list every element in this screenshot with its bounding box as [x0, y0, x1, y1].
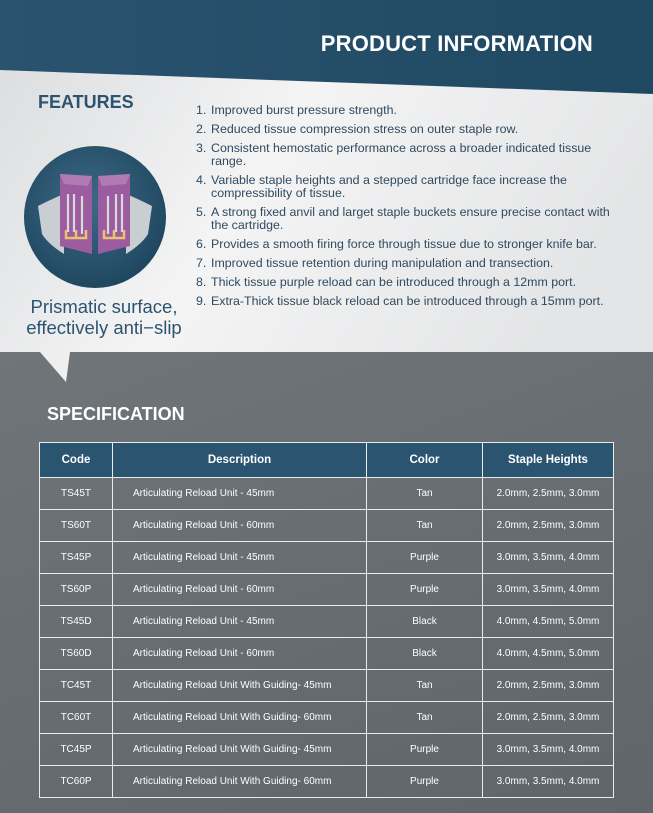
- feature-item: [196, 206, 626, 232]
- table-row: [40, 542, 614, 574]
- feature-item: [196, 174, 626, 200]
- feature-text: Provides a smooth firing force through tissue due to stronger knife bar.: [211, 237, 597, 251]
- table-row: [40, 574, 614, 606]
- features-caption: [14, 296, 194, 338]
- code-cell: TS45D: [40, 606, 113, 638]
- color-cell: Tan: [367, 510, 483, 542]
- feature-text: A strong fixed anvil and larget staple buckets ensure precise contact with the cartridge.: [211, 205, 610, 232]
- color-cell: Purple: [367, 574, 483, 606]
- staple-heights-cell: 3.0mm, 3.5mm, 4.0mm: [483, 766, 614, 798]
- color-cell: Tan: [367, 670, 483, 702]
- staple-heights-cell: 3.0mm, 3.5mm, 4.0mm: [483, 574, 614, 606]
- features-heading: FEATURES: [38, 92, 134, 112]
- table-row: [40, 638, 614, 670]
- feature-item: [196, 104, 626, 117]
- feature-item: [196, 123, 626, 136]
- feature-number: 6.: [196, 237, 207, 251]
- staple-heights-cell: 4.0mm, 4.5mm, 5.0mm: [483, 606, 614, 638]
- code-cell: TC60P: [40, 766, 113, 798]
- code-cell: TS45T: [40, 478, 113, 510]
- staple-heights-cell: 4.0mm, 4.5mm, 5.0mm: [483, 638, 614, 670]
- table-row: [40, 702, 614, 734]
- staple-heights-cell: 3.0mm, 3.5mm, 4.0mm: [483, 734, 614, 766]
- color-cell: Tan: [367, 478, 483, 510]
- staple-heights-cell: 3.0mm, 3.5mm, 4.0mm: [483, 542, 614, 574]
- feature-number: 9.: [196, 294, 207, 308]
- table-row: [40, 606, 614, 638]
- description-cell: Articulating Reload Unit - 45mm: [113, 606, 367, 638]
- feature-item: [196, 142, 626, 168]
- feature-number: 7.: [196, 256, 207, 270]
- feature-number: 2.: [196, 122, 207, 136]
- description-cell: Articulating Reload Unit - 60mm: [113, 510, 367, 542]
- table-row: [40, 670, 614, 702]
- feature-item: [196, 295, 626, 308]
- feature-number: 3.: [196, 141, 207, 155]
- description-cell: Articulating Reload Unit With Guiding- 60mm: [113, 702, 367, 734]
- description-cell: Articulating Reload Unit With Guiding- 45mm: [113, 670, 367, 702]
- description-cell: Articulating Reload Unit - 60mm: [113, 574, 367, 606]
- feature-number: 8.: [196, 275, 207, 289]
- table-row: [40, 766, 614, 798]
- description-cell: Articulating Reload Unit - 45mm: [113, 478, 367, 510]
- feature-text: Reduced tissue compression stress on outer staple row.: [211, 122, 519, 136]
- table-header-row: [40, 443, 614, 478]
- description-cell: Articulating Reload Unit With Guiding- 60mm: [113, 766, 367, 798]
- description-cell: Articulating Reload Unit - 60mm: [113, 638, 367, 670]
- feature-text: Thick tissue purple reload can be introduced through a 12mm port.: [211, 275, 577, 289]
- staple-heights-cell: 2.0mm, 2.5mm, 3.0mm: [483, 670, 614, 702]
- table-row: [40, 478, 614, 510]
- code-cell: TS45P: [40, 542, 113, 574]
- description-cell: Articulating Reload Unit With Guiding- 45mm: [113, 734, 367, 766]
- feature-text: Variable staple heights and a stepped cartridge face increase the compressibility of tissue.: [211, 173, 567, 200]
- feature-number: 4.: [196, 173, 207, 187]
- staple-heights-cell: 2.0mm, 2.5mm, 3.0mm: [483, 478, 614, 510]
- column-header-description: Description: [113, 443, 367, 478]
- page-title: PRODUCT INFORMATION: [320, 31, 593, 56]
- code-cell: TS60T: [40, 510, 113, 542]
- feature-item: [196, 276, 626, 289]
- feature-number: 1.: [196, 103, 207, 117]
- table-row: [40, 510, 614, 542]
- column-header-staple-heights: Staple Heights: [483, 443, 614, 478]
- caption-line-1: Prismatic surface,: [30, 296, 178, 317]
- feature-text: Improved burst pressure strength.: [211, 103, 397, 117]
- column-header-code: Code: [40, 443, 113, 478]
- color-cell: Purple: [367, 766, 483, 798]
- code-cell: TC45T: [40, 670, 113, 702]
- feature-item: [196, 238, 626, 251]
- table-row: [40, 734, 614, 766]
- feature-text: Extra-Thick tissue black reload can be introduced through a 15mm port.: [211, 294, 604, 308]
- caption-line-2: effectively anti−slip: [26, 317, 182, 338]
- color-cell: Black: [367, 606, 483, 638]
- feature-text: Consistent hemostatic performance across a broader indicated tissue range.: [211, 141, 592, 168]
- staple-cartridge-image: [24, 146, 166, 288]
- color-cell: Purple: [367, 734, 483, 766]
- code-cell: TS60P: [40, 574, 113, 606]
- feature-item: [196, 257, 626, 270]
- feature-number: 5.: [196, 205, 207, 219]
- column-header-color: Color: [367, 443, 483, 478]
- color-cell: Purple: [367, 542, 483, 574]
- color-cell: Tan: [367, 702, 483, 734]
- specification-heading: SPECIFICATION: [47, 404, 185, 424]
- code-cell: TC60T: [40, 702, 113, 734]
- code-cell: TC45P: [40, 734, 113, 766]
- code-cell: TS60D: [40, 638, 113, 670]
- color-cell: Black: [367, 638, 483, 670]
- feature-text: Improved tissue retention during manipulation and transection.: [211, 256, 554, 270]
- staple-heights-cell: 2.0mm, 2.5mm, 3.0mm: [483, 702, 614, 734]
- staple-heights-cell: 2.0mm, 2.5mm, 3.0mm: [483, 510, 614, 542]
- specification-table: [39, 442, 614, 798]
- features-list: [196, 104, 626, 314]
- description-cell: Articulating Reload Unit - 45mm: [113, 542, 367, 574]
